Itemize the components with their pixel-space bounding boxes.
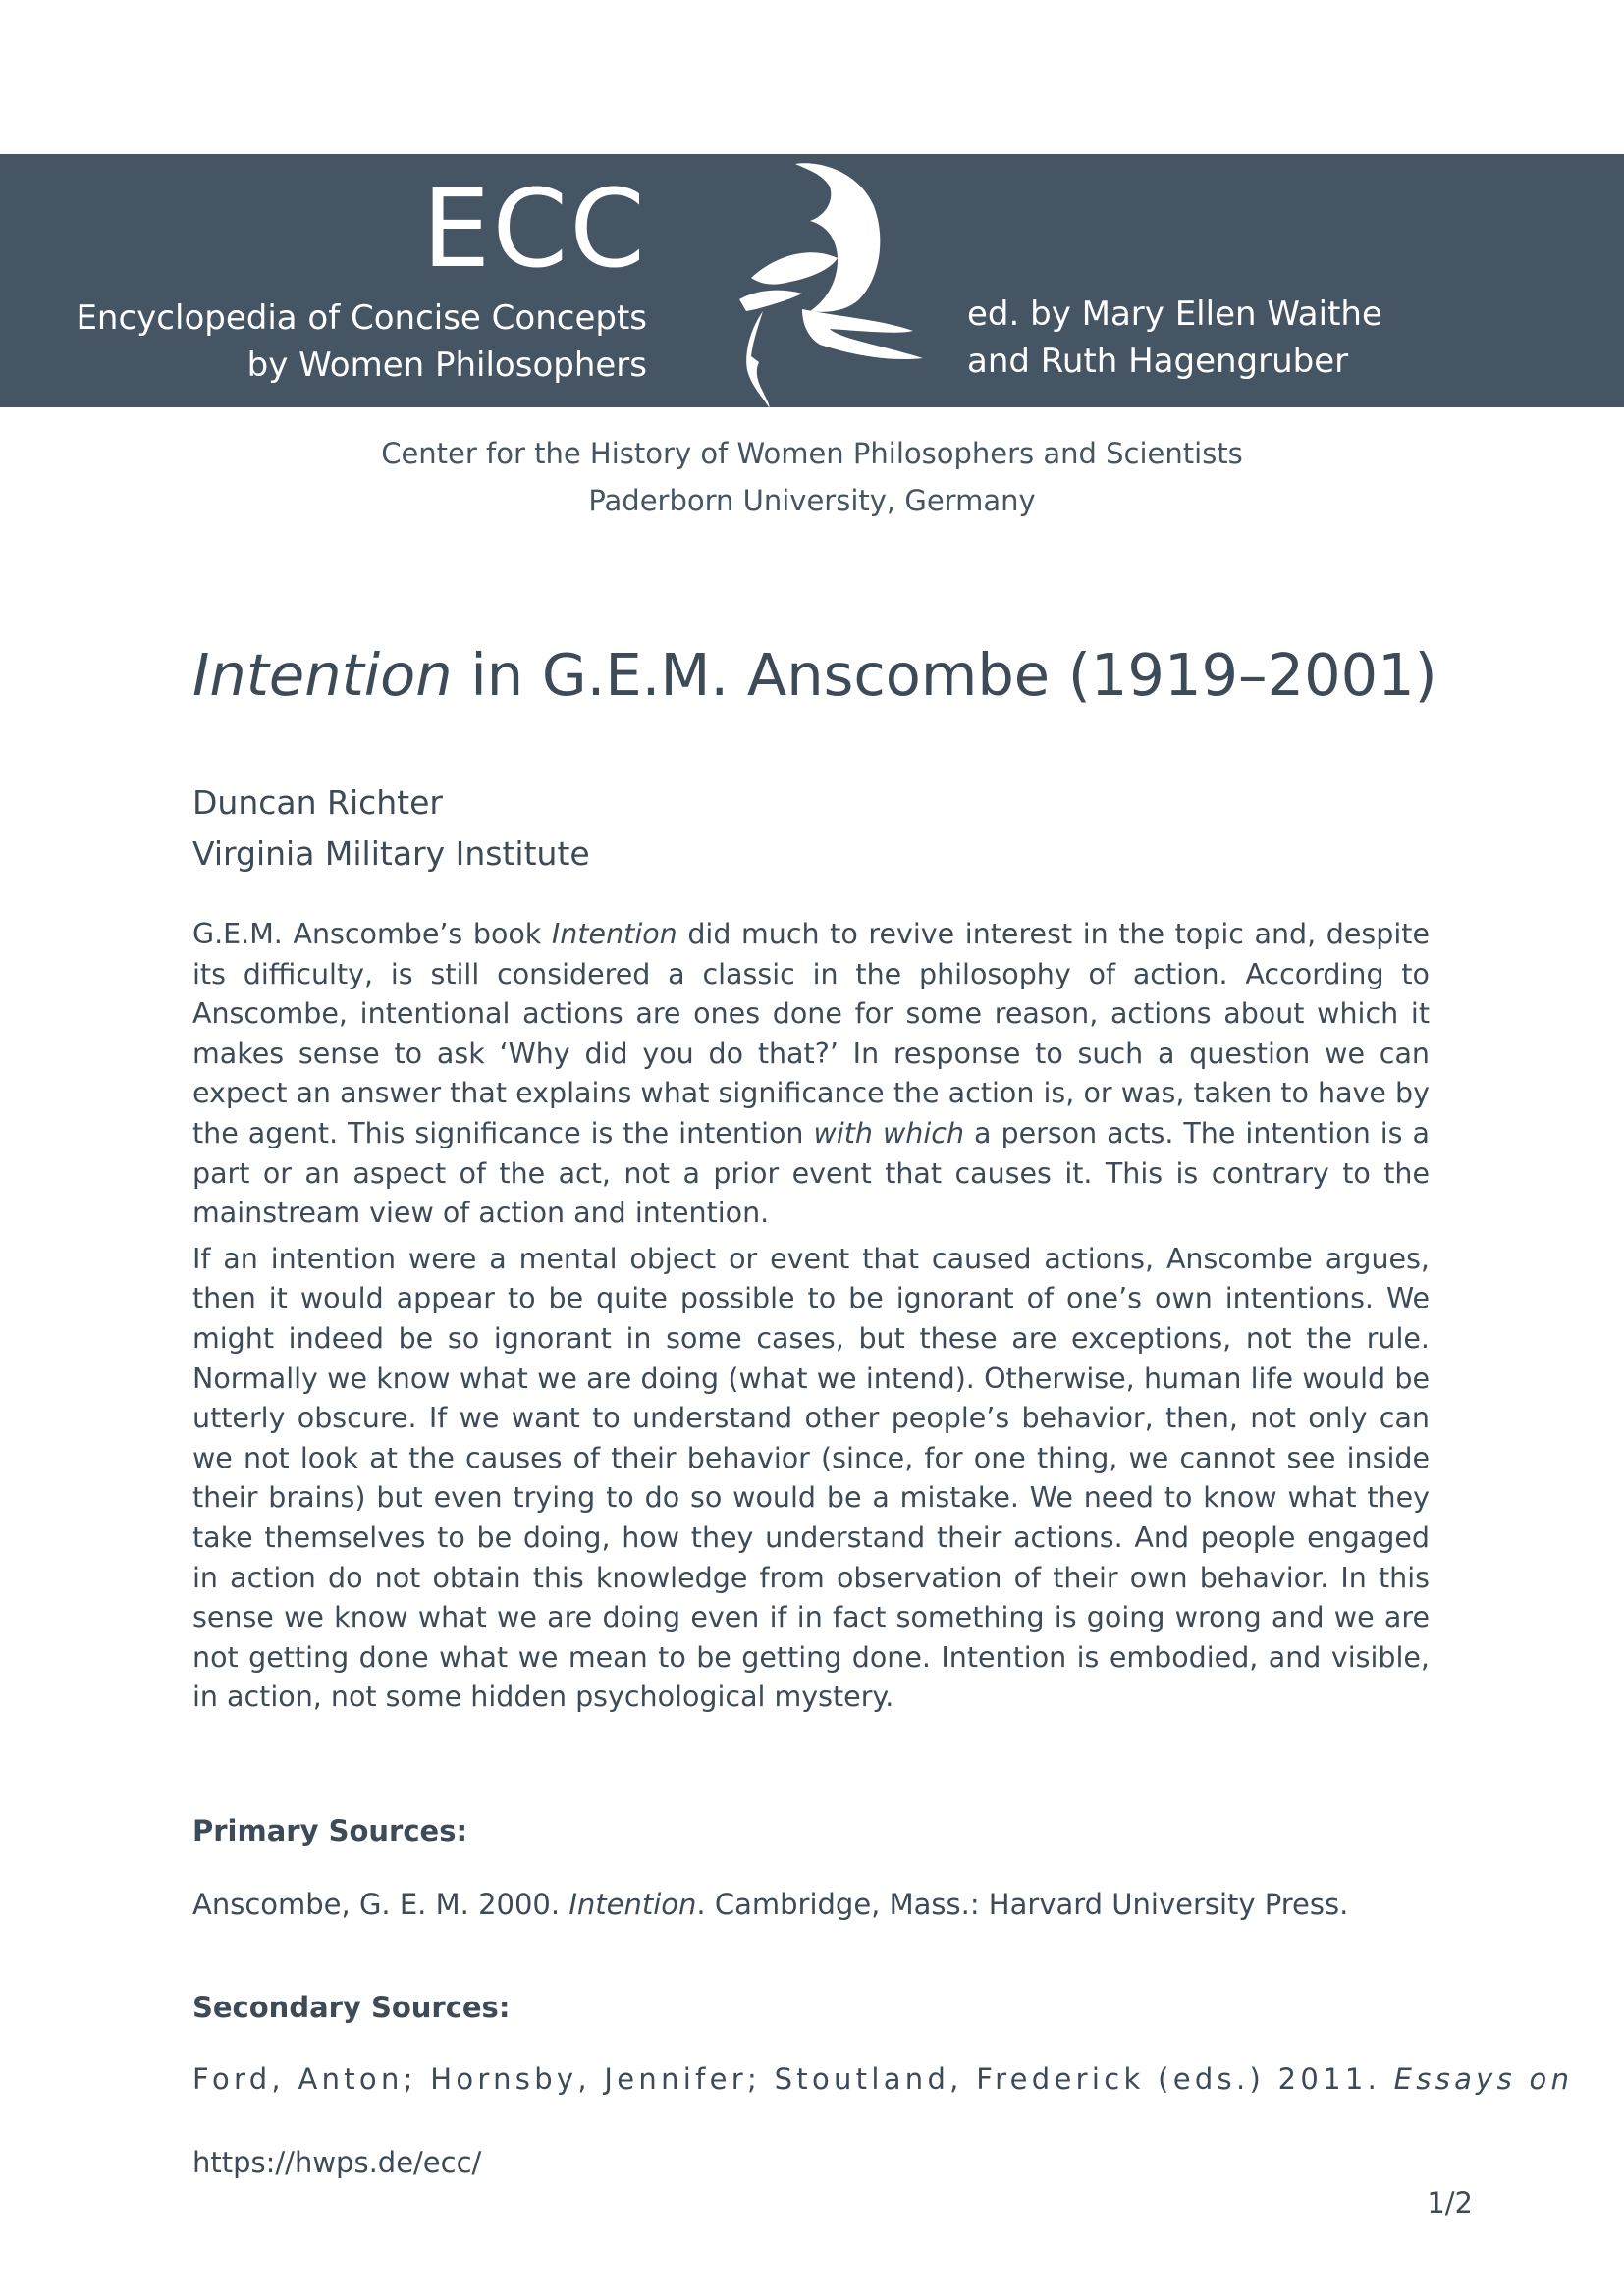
- ecc-acronym: ECC: [421, 166, 647, 292]
- editors: [967, 291, 1382, 385]
- center-name: Center for the History of Women Philosophers and Scientists: [381, 437, 1243, 470]
- footer-url[interactable]: https://hwps.de/ecc/: [192, 2146, 482, 2179]
- primary-reference: Anscombe, G. E. M. 2000. Intention. Cambridge, Mass.: Harvard University Press.: [192, 1888, 1349, 1921]
- encyclopedia-name: [76, 294, 647, 389]
- secondary-sources-heading: Secondary Sources:: [192, 1991, 511, 2024]
- primary-sources-heading: Primary Sources:: [192, 1814, 468, 1847]
- page-number: 1/2: [1427, 2186, 1473, 2219]
- title-rest: in G.E.M. Anscombe (1919–2001): [452, 641, 1437, 709]
- article-title: [192, 636, 1437, 715]
- encyclopedia-line-1: Encyclopedia of Concise Concepts: [76, 298, 647, 338]
- editors-line-1: ed. by Mary Ellen Waithe: [967, 294, 1382, 334]
- editors-line-2: and Ruth Hagengruber: [967, 342, 1349, 381]
- institution-block: [0, 430, 1624, 524]
- article-body: [192, 915, 1430, 1724]
- encyclopedia-line-2: by Women Philosophers: [246, 346, 647, 385]
- university-name: Paderborn University, Germany: [588, 484, 1036, 517]
- author-name: Duncan Richter: [192, 783, 443, 822]
- paragraph-1: G.E.M. Anscombe’s book Intention did much to revive interest in the topic and, despite its difficulty, is still considered a classic in the philosophy of action. According to Anscombe, intentional actions are ones done for some reason, actions about which it makes sense to ask ‘Why did you do that?’ In response to such a question we can expect an answer that explains what significance the action is, or was, taken to have by the agent. This significance is the intention with which a person acts. The intention is a part or an aspect of the act, not a prior event that causes it. This is contrary to the mainstream view of action and intention.: [192, 918, 1430, 1230]
- author-affiliation: Virginia Military Institute: [192, 834, 590, 873]
- athena-helmet-icon: [712, 162, 928, 407]
- title-italic-part: Intention: [192, 641, 453, 709]
- author-block: [192, 777, 590, 880]
- secondary-reference: Ford, Anton; Hornsby, Jennifer; Stoutland, Frederick (eds.) 2011. Essays on: [192, 2062, 1574, 2096]
- paragraph-2: If an intention were a mental object or event that caused actions, Anscombe argues, then it would appear to be quite possible to be ignorant of one’s own intentions. We might indeed be so ignorant in some cases, but these are exceptions, not the rule. Normally we know what we are doing (what we intend). Otherwise, human life would be utterly obscure. If we want to understand other people’s behavior, then, not only can we not look at the causes of their behavior (since, for one thing, we cannot see inside their brains) but even trying to do so would be a mistake. We need to know what they take themselves to be doing, how they understand their actions. And people engaged in action do not obtain this knowledge from observation of their own behavior. In this sense we know what we are doing even if in fact something is going wrong and we are not getting done what we mean to be getting done. Intention is embodied, and visible, in action, not some hidden psychological mystery.: [192, 1242, 1430, 1714]
